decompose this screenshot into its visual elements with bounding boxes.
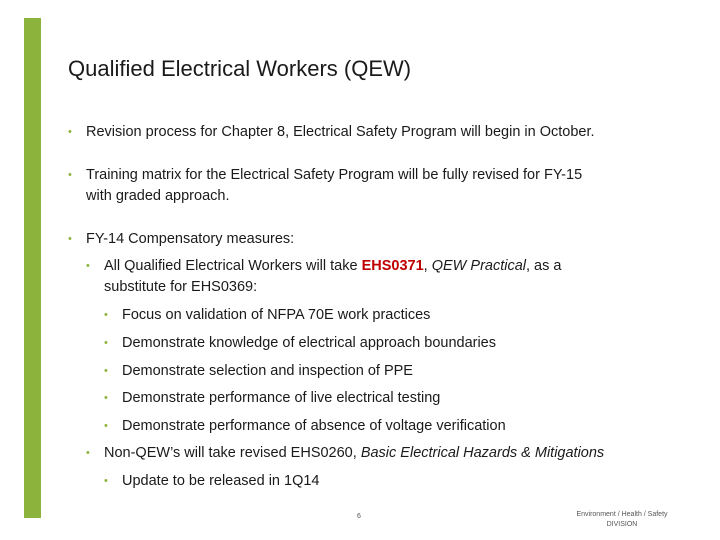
bullet-dot: • (68, 126, 72, 138)
bullet-dot: • (68, 233, 72, 245)
bullet-text: Demonstrate performance of live electrical testing (122, 390, 441, 406)
bullet-dot: • (104, 392, 108, 404)
bullet-dot: • (104, 309, 108, 321)
bullet-text: Update to be released in 1Q14 (122, 473, 320, 489)
slide-title: Qualified Electrical Workers (QEW) (68, 56, 412, 81)
bullet-dot: • (104, 420, 108, 432)
bullet-dot: • (104, 365, 108, 377)
footer-organization (560, 510, 684, 530)
course-title: QEW Practical (431, 258, 526, 274)
bullet-dot: • (86, 260, 90, 272)
sub-bullet-text: All Qualified Electrical Workers will take (104, 258, 362, 274)
bullet-dot: • (68, 169, 72, 181)
sub-bullet-text: Non-QEW’s will take revised EHS0260, (104, 445, 361, 461)
footer-org-line: DIVISION (606, 521, 638, 528)
bullet-dot: • (86, 447, 90, 459)
bullet-text: Training matrix for the Electrical Safety Program will be fully revised for FY-15 (86, 167, 583, 183)
bullet-text: Focus on validation of NFPA 70E work practices (122, 307, 431, 323)
bullet-text: Demonstrate knowledge of electrical approach boundaries (122, 335, 496, 351)
bullet-text: Revision process for Chapter 8, Electrical Safety Program will begin in October. (86, 124, 595, 140)
sub-bullet-text: , as a (526, 258, 562, 274)
text-separator: , (423, 258, 432, 274)
bullet-continuation: substitute for EHS0369: (104, 279, 258, 295)
course-code-highlight: EHS0371 (361, 258, 424, 274)
bullet-text: Demonstrate selection and inspection of PPE (122, 363, 413, 379)
bullet-text: FY-14 Compensatory measures: (86, 231, 295, 247)
bullet-dot: • (104, 475, 108, 487)
footer-org-line: Environment / Health / Safety (576, 511, 668, 518)
course-title: Basic Electrical Hazards & Mitigations (360, 445, 605, 461)
bullet-text: Demonstrate performance of absence of voltage verification (122, 418, 506, 434)
page-number: 6 (357, 513, 361, 520)
bullet-dot: • (104, 337, 108, 349)
bullet-continuation: with graded approach. (86, 188, 230, 204)
